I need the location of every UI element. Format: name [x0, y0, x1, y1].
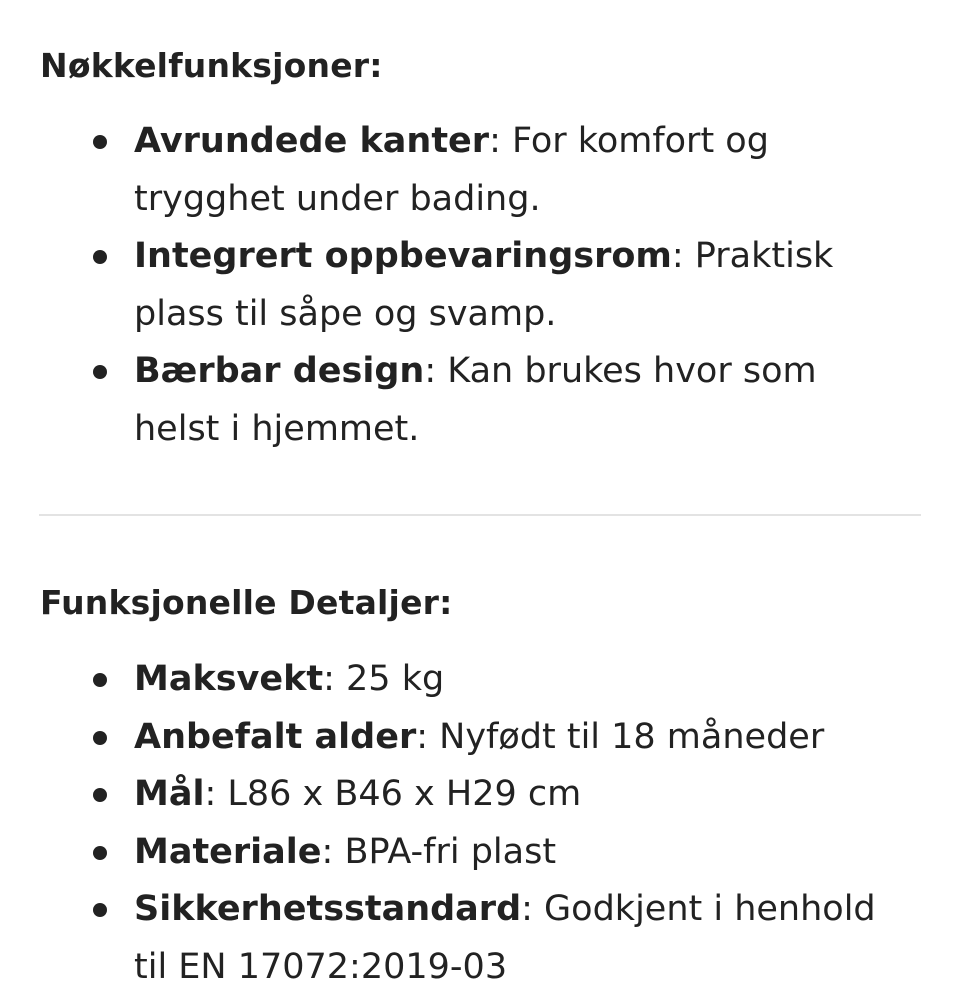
item-label: Mål [134, 774, 205, 814]
list-item [0, 651, 960, 709]
bullet-icon [93, 731, 107, 745]
item-label: Avrundede kanter [134, 121, 490, 161]
bullet-icon [93, 250, 107, 264]
section-divider [39, 514, 921, 516]
item-text: : For komfort og trygghet under bading. [134, 121, 769, 219]
bullet-icon [93, 903, 107, 917]
item-text: : L86 x B46 x H29 cm [204, 774, 582, 814]
item-text: : BPA-fri plast [321, 831, 557, 872]
section-title-details: Funksjonelle Detaljer: [40, 583, 453, 622]
item-text: : Nyfødt til 18 måneder [416, 716, 825, 757]
item-text: : 25 kg [323, 659, 445, 699]
item-text: : Godkjent i henhold til EN 17072:2019-03 [134, 889, 876, 987]
list-item [0, 343, 960, 458]
section-title-features: Nøkkelfunksjoner: [40, 46, 383, 85]
list-item [0, 824, 960, 882]
bullet-icon [93, 365, 107, 379]
item-text: : Kan brukes hvor som helst i hjemmet. [134, 351, 817, 449]
bullet-icon [93, 788, 107, 802]
item-text: : Praktisk plass til såpe og svamp. [134, 236, 834, 334]
list-item [0, 228, 960, 343]
item-label: Maksvekt [134, 659, 324, 699]
item-label: Bærbar design [134, 351, 425, 391]
bullet-icon [93, 135, 107, 149]
list-item [0, 766, 960, 824]
list-item [0, 881, 960, 996]
feature-list [0, 113, 960, 458]
bullet-icon [93, 673, 107, 687]
item-label: Materiale [134, 831, 322, 872]
list-item [0, 113, 960, 228]
item-label: Integrert oppbevaringsrom [134, 236, 672, 276]
list-item [0, 709, 960, 767]
bullet-icon [93, 846, 107, 860]
item-label: Anbefalt alder [134, 716, 417, 757]
item-label: Sikkerhetsstandard [134, 889, 522, 929]
details-list [0, 651, 960, 996]
